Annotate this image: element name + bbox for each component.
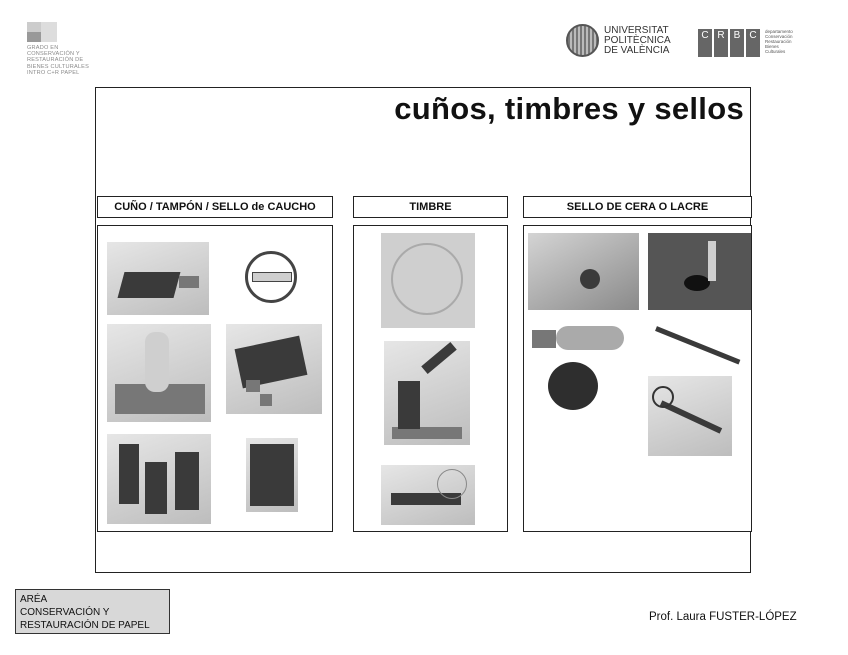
area-label-line-3: RESTAURACIÓN DE PAPEL bbox=[20, 620, 150, 631]
grado-logo bbox=[27, 22, 97, 76]
panel-sello-cera bbox=[523, 225, 752, 532]
grado-logo-mark bbox=[27, 22, 57, 42]
author-credit: Prof. Laura FUSTER-LÓPEZ bbox=[649, 611, 797, 623]
upv-seal-icon bbox=[566, 24, 599, 57]
upv-line-1: UNIVERSITAT bbox=[604, 24, 669, 36]
seal-spoon-image bbox=[652, 324, 748, 368]
wax-melting-image bbox=[648, 233, 751, 310]
crbc-logo bbox=[698, 29, 799, 57]
round-stamp-print-image bbox=[245, 251, 297, 303]
crbc-letter-3: B bbox=[730, 29, 744, 57]
section-header-sello-cera: SELLO DE CERA O LACRE bbox=[523, 196, 752, 218]
upv-line-3: DE VALÈNCIA bbox=[604, 44, 670, 56]
sealing-tool-image bbox=[648, 376, 732, 456]
panel-timbre bbox=[353, 225, 508, 532]
upv-name bbox=[604, 26, 671, 56]
rubber-stamp-set-image bbox=[226, 324, 322, 414]
hand-embosser-image bbox=[381, 465, 475, 525]
embossed-seal-image bbox=[381, 233, 475, 328]
crbc-letter-4: C bbox=[746, 29, 760, 57]
wax-sealed-envelope-image bbox=[528, 233, 639, 310]
area-label-line-1: ARÉA bbox=[20, 594, 48, 605]
wax-seal-impression-image bbox=[548, 362, 598, 410]
panel-cuno bbox=[97, 225, 333, 532]
crbc-letter-1: C bbox=[698, 29, 712, 57]
section-header-timbre: TIMBRE bbox=[353, 196, 508, 218]
upv-logo bbox=[566, 24, 671, 57]
upv-line-2: POLITÈCNICA bbox=[604, 34, 671, 46]
crbc-subtitle: departamento Conservación Restauración Bienes Culturales bbox=[765, 29, 793, 54]
slide-title: cuños, timbres y sellos bbox=[394, 91, 744, 126]
section-header-cuno: CUÑO / TAMPÓN / SELLO de CAUCHO bbox=[97, 196, 333, 218]
wax-seal-stamp-image bbox=[532, 324, 624, 354]
pocket-stamp-image bbox=[246, 438, 298, 512]
area-label-line-2: CONSERVACIÓN Y bbox=[20, 607, 110, 618]
crbc-letter-2: R bbox=[714, 29, 728, 57]
grado-logo-text: GRADO EN CONSERVACIÓN Y RESTAURACIÓN DE BIENES CULTURALES INTRO C+R PAPEL bbox=[27, 45, 90, 76]
ink-pad-image bbox=[107, 242, 209, 315]
dating-stamps-image bbox=[107, 434, 211, 524]
embosser-press-image bbox=[384, 341, 470, 445]
area-label bbox=[15, 589, 170, 634]
self-inking-stamp-image bbox=[107, 324, 211, 422]
